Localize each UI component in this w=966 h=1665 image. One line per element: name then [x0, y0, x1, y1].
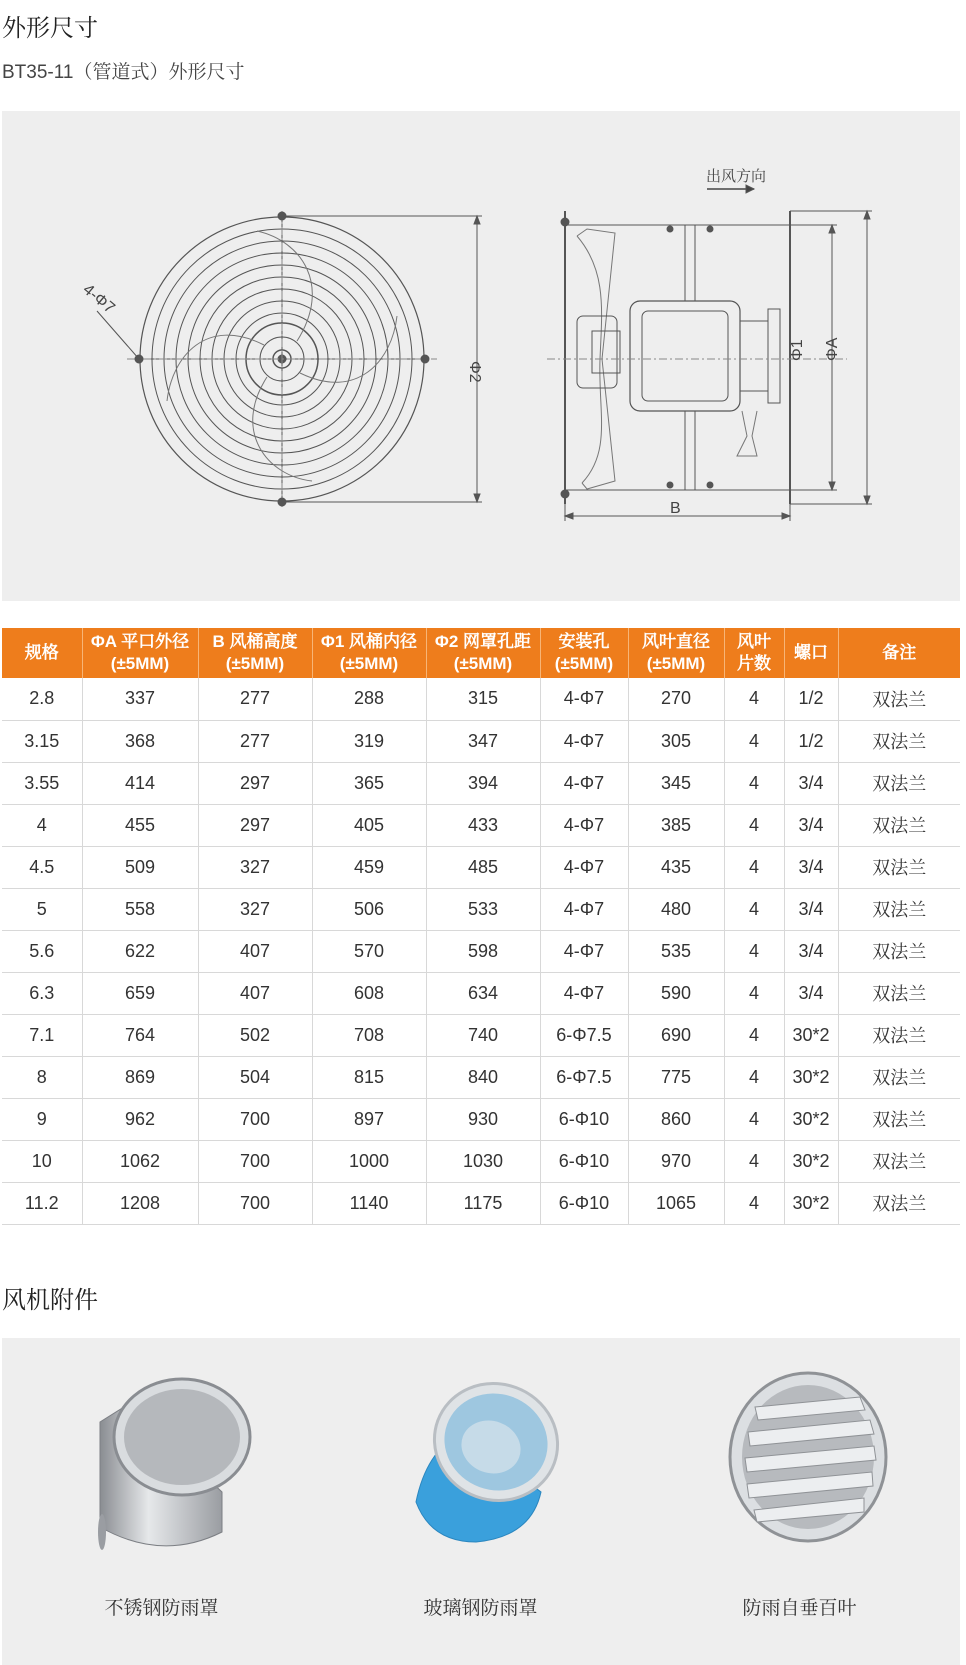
table-row: [2, 1140, 960, 1182]
table-cell: 双法兰: [838, 804, 960, 846]
table-cell: 1/2: [784, 720, 838, 762]
table-cell: 双法兰: [838, 1182, 960, 1224]
table-cell: 1062: [82, 1140, 198, 1182]
column-header-text: 螺口: [794, 643, 828, 662]
table-cell: 4.5: [2, 846, 82, 888]
table-cell: 6-Φ10: [540, 1182, 628, 1224]
table-cell: 860: [628, 1098, 724, 1140]
column-header: [426, 628, 540, 678]
airflow-direction-label: 出风方向: [706, 168, 767, 185]
column-header-text: ΦA 平口外径: [90, 632, 190, 651]
table-cell: 1140: [312, 1182, 426, 1224]
section-subtitle: BT35-11（管道式）外形尺寸: [2, 62, 245, 83]
table-cell: 455: [82, 804, 198, 846]
table-cell: 277: [198, 678, 312, 720]
column-header-text: 备注: [882, 643, 917, 662]
accessory-item-louver: [640, 1338, 959, 1665]
accessory-item-stainless: [2, 1338, 321, 1665]
table-cell: 30*2: [784, 1056, 838, 1098]
table-cell: 双法兰: [838, 678, 960, 720]
table-cell: 1030: [426, 1140, 540, 1182]
table-cell: 3.15: [2, 720, 82, 762]
table-cell: 930: [426, 1098, 540, 1140]
table-cell: 535: [628, 930, 724, 972]
table-cell: 4: [724, 1140, 784, 1182]
column-header-text: 安装孔: [558, 632, 610, 651]
table-cell: 598: [426, 930, 540, 972]
table-cell: 4-Φ7: [540, 930, 628, 972]
table-cell: 394: [426, 762, 540, 804]
table-cell: 305: [628, 720, 724, 762]
accessory-label: 防雨自垂百叶: [742, 1598, 857, 1619]
table-cell: 385: [628, 804, 724, 846]
table-cell: 327: [198, 888, 312, 930]
table-cell: 659: [82, 972, 198, 1014]
table-cell: 558: [82, 888, 198, 930]
table-row: [2, 1056, 960, 1098]
table-cell: 368: [82, 720, 198, 762]
table-cell: 869: [82, 1056, 198, 1098]
table-cell: 315: [426, 678, 540, 720]
table-cell: 双法兰: [838, 930, 960, 972]
table-cell: 407: [198, 930, 312, 972]
table-cell: 6-Φ7.5: [540, 1056, 628, 1098]
column-header: [540, 628, 628, 678]
table-cell: 1/2: [784, 678, 838, 720]
table-cell: 4: [724, 846, 784, 888]
accessory-item-fiberglass: [321, 1338, 640, 1665]
table-cell: 10: [2, 1140, 82, 1182]
table-row: [2, 1182, 960, 1224]
table-cell: 4-Φ7: [540, 762, 628, 804]
table-cell: 485: [426, 846, 540, 888]
table-cell: 5: [2, 888, 82, 930]
table-cell: 622: [82, 930, 198, 972]
table-row: [2, 846, 960, 888]
table-cell: 1000: [312, 1140, 426, 1182]
table-cell: 4-Φ7: [540, 678, 628, 720]
phia-label: ΦA: [824, 337, 841, 361]
column-header-text: 风叶直径: [642, 632, 710, 651]
table-cell: 6-Φ10: [540, 1098, 628, 1140]
table-cell: 345: [628, 762, 724, 804]
table-cell: 4: [724, 720, 784, 762]
table-cell: 815: [312, 1056, 426, 1098]
column-header-text: Φ2 网罩孔距: [434, 632, 532, 651]
table-cell: 504: [198, 1056, 312, 1098]
table-cell: 700: [198, 1182, 312, 1224]
table-row: [2, 888, 960, 930]
table-row: [2, 972, 960, 1014]
table-cell: 4: [724, 972, 784, 1014]
phi1-label: Φ1: [789, 339, 806, 361]
table-cell: 590: [628, 972, 724, 1014]
table-cell: 962: [82, 1098, 198, 1140]
table-cell: 775: [628, 1056, 724, 1098]
table-cell: 6-Φ7.5: [540, 1014, 628, 1056]
table-cell: 3/4: [784, 846, 838, 888]
table-cell: 414: [82, 762, 198, 804]
table-cell: 双法兰: [838, 1014, 960, 1056]
table-cell: 30*2: [784, 1140, 838, 1182]
table-cell: 480: [628, 888, 724, 930]
spec-table: [2, 628, 960, 1225]
table-cell: 502: [198, 1014, 312, 1056]
table-cell: 4: [724, 762, 784, 804]
table-cell: 双法兰: [838, 1140, 960, 1182]
table-cell: 双法兰: [838, 846, 960, 888]
table-cell: 双法兰: [838, 1098, 960, 1140]
phi2-label: Φ2: [466, 361, 483, 383]
table-cell: 740: [426, 1014, 540, 1056]
hole-count-label: 4-Φ7: [79, 281, 118, 318]
fiberglass-rain-hood-icon: [401, 1362, 571, 1572]
table-cell: 634: [426, 972, 540, 1014]
table-cell: 4-Φ7: [540, 972, 628, 1014]
table-cell: 970: [628, 1140, 724, 1182]
table-cell: 1208: [82, 1182, 198, 1224]
table-cell: 8: [2, 1056, 82, 1098]
table-cell: 双法兰: [838, 762, 960, 804]
table-cell: 3/4: [784, 930, 838, 972]
table-cell: 533: [426, 888, 540, 930]
column-header: [784, 628, 838, 678]
table-cell: 9: [2, 1098, 82, 1140]
column-header-text: 片数: [737, 654, 771, 673]
column-header-text: (±5MM): [110, 654, 170, 673]
table-cell: 277: [198, 720, 312, 762]
table-row: [2, 930, 960, 972]
column-header-text: (±5MM): [453, 654, 513, 673]
table-cell: 11.2: [2, 1182, 82, 1224]
table-cell: 459: [312, 846, 426, 888]
table-cell: 4: [724, 930, 784, 972]
table-cell: 1175: [426, 1182, 540, 1224]
table-cell: 双法兰: [838, 888, 960, 930]
table-cell: 3/4: [784, 972, 838, 1014]
column-header-text: Φ1 风桶内径: [320, 632, 418, 651]
column-header: [2, 628, 82, 678]
louver-shutter-icon: [720, 1362, 890, 1572]
table-row: [2, 804, 960, 846]
table-body: [2, 678, 960, 1224]
column-header: [198, 628, 312, 678]
dimension-drawing: [2, 111, 960, 601]
table-cell: 30*2: [784, 1182, 838, 1224]
table-cell: 双法兰: [838, 1056, 960, 1098]
section-title-dimensions: 外形尺寸: [2, 15, 98, 42]
table-cell: 270: [628, 678, 724, 720]
table-cell: 897: [312, 1098, 426, 1140]
table-cell: 347: [426, 720, 540, 762]
column-header-text: 风叶: [737, 632, 771, 651]
section-title-accessories: 风机附件: [2, 1287, 98, 1314]
table-cell: 327: [198, 846, 312, 888]
accessory-label: 玻璃钢防雨罩: [423, 1598, 538, 1619]
fan-technical-drawing: [2, 111, 960, 601]
column-header-text: (±5MM): [339, 654, 399, 673]
table-cell: 4: [724, 1014, 784, 1056]
table-cell: 608: [312, 972, 426, 1014]
table-row: [2, 1098, 960, 1140]
table-cell: 5.6: [2, 930, 82, 972]
column-header-text: (±5MM): [646, 654, 706, 673]
table-cell: 4: [2, 804, 82, 846]
table-row: [2, 1014, 960, 1056]
table-cell: 708: [312, 1014, 426, 1056]
column-header: [628, 628, 724, 678]
table-row: [2, 762, 960, 804]
table-cell: 435: [628, 846, 724, 888]
table-cell: 3/4: [784, 888, 838, 930]
table-cell: 764: [82, 1014, 198, 1056]
table-cell: 4-Φ7: [540, 888, 628, 930]
table-cell: 700: [198, 1098, 312, 1140]
table-cell: 433: [426, 804, 540, 846]
table-cell: 405: [312, 804, 426, 846]
table-cell: 7.1: [2, 1014, 82, 1056]
table-cell: 365: [312, 762, 426, 804]
table-cell: 570: [312, 930, 426, 972]
table-cell: 4-Φ7: [540, 720, 628, 762]
column-header: [312, 628, 426, 678]
table-cell: 6.3: [2, 972, 82, 1014]
table-cell: 30*2: [784, 1098, 838, 1140]
table-header-row: [2, 628, 960, 678]
table-cell: 509: [82, 846, 198, 888]
table-cell: 3/4: [784, 804, 838, 846]
table-cell: 840: [426, 1056, 540, 1098]
front-view: [97, 211, 482, 507]
column-header-text: 规格: [24, 643, 59, 662]
table-cell: 1065: [628, 1182, 724, 1224]
table-cell: 4: [724, 888, 784, 930]
b-dimension-label: B: [670, 500, 681, 517]
table-cell: 6-Φ10: [540, 1140, 628, 1182]
accessory-panel: [2, 1338, 960, 1665]
accessory-label: 不锈钢防雨罩: [104, 1598, 219, 1619]
table-row: [2, 720, 960, 762]
table-cell: 407: [198, 972, 312, 1014]
table-cell: 3/4: [784, 762, 838, 804]
table-cell: 4-Φ7: [540, 804, 628, 846]
table-cell: 30*2: [784, 1014, 838, 1056]
column-header-text: B 风桶高度: [212, 632, 298, 651]
table-cell: 3.55: [2, 762, 82, 804]
stainless-rain-hood-icon: [82, 1362, 252, 1572]
table-cell: 4: [724, 1056, 784, 1098]
table-cell: 319: [312, 720, 426, 762]
table-cell: 4: [724, 1182, 784, 1224]
table-cell: 297: [198, 804, 312, 846]
table-cell: 双法兰: [838, 972, 960, 1014]
table-cell: 506: [312, 888, 426, 930]
table-cell: 4: [724, 1098, 784, 1140]
table-row: [2, 678, 960, 720]
column-header-text: (±5MM): [225, 654, 285, 673]
column-header: [82, 628, 198, 678]
table-cell: 双法兰: [838, 720, 960, 762]
column-header: [724, 628, 784, 678]
table-cell: 2.8: [2, 678, 82, 720]
table-cell: 4-Φ7: [540, 846, 628, 888]
table-cell: 700: [198, 1140, 312, 1182]
table-cell: 4: [724, 804, 784, 846]
table-cell: 4: [724, 678, 784, 720]
table-cell: 690: [628, 1014, 724, 1056]
column-header-text: (±5MM): [554, 654, 614, 673]
table-cell: 337: [82, 678, 198, 720]
column-header: [838, 628, 960, 678]
table-cell: 288: [312, 678, 426, 720]
table-cell: 297: [198, 762, 312, 804]
